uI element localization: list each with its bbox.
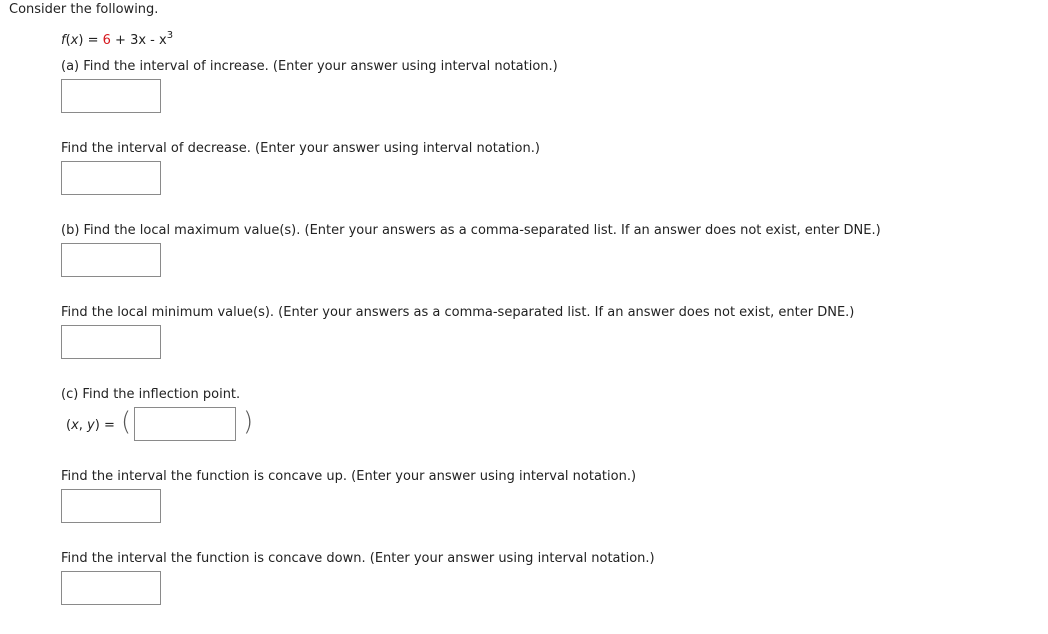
inflection-point-input[interactable]: [134, 407, 236, 441]
function-variable: x: [70, 33, 79, 48]
answer-concave-down-input[interactable]: [61, 571, 161, 605]
question-c-inflection: (c) Find the inflection point.: [61, 387, 241, 402]
question-c-concave-down: Find the interval the function is concave down. (Enter your answer using interval notation.): [61, 551, 655, 566]
answer-local-min-input[interactable]: [61, 325, 161, 359]
function-constant: 6: [102, 33, 111, 48]
function-exponent: 3: [166, 30, 174, 41]
function-name: f: [61, 33, 66, 48]
question-b-max: (b) Find the local maximum value(s). (Enter your answers as a comma-separated list. If an answer does not exist, enter DNE.): [61, 223, 881, 238]
inflection-equals: =: [103, 418, 115, 433]
question-c-concave-up: Find the interval the function is concave up. (Enter your answer using interval notation.): [61, 469, 637, 484]
inflection-comma: ,: [78, 418, 88, 433]
inflection-point-label: (x, y) =: [66, 418, 115, 433]
function-definition: $f(x) = 6 + 3x - x^3$: [61, 30, 174, 48]
open-paren: (: [121, 407, 132, 437]
answer-concave-up-input[interactable]: [61, 489, 161, 523]
inflection-x-var: x: [71, 418, 79, 433]
intro-text: Consider the following.: [9, 2, 159, 17]
close-paren: ): [243, 407, 254, 437]
question-b-min: Find the local minimum value(s). (Enter your answers as a comma-separated list. If an answer does not exist, enter DNE.): [61, 305, 855, 320]
question-a-decrease: Find the interval of decrease. (Enter your answer using interval notation.): [61, 141, 540, 156]
answer-increase-input[interactable]: [61, 79, 161, 113]
function-equals: =: [87, 33, 99, 48]
answer-decrease-input[interactable]: [61, 161, 161, 195]
question-a-increase: (a) Find the interval of increase. (Enter your answer using interval notation.): [61, 59, 558, 74]
function-rest: + 3x - x: [115, 33, 167, 48]
inflection-y-var: y: [87, 418, 95, 433]
answer-local-max-input[interactable]: [61, 243, 161, 277]
